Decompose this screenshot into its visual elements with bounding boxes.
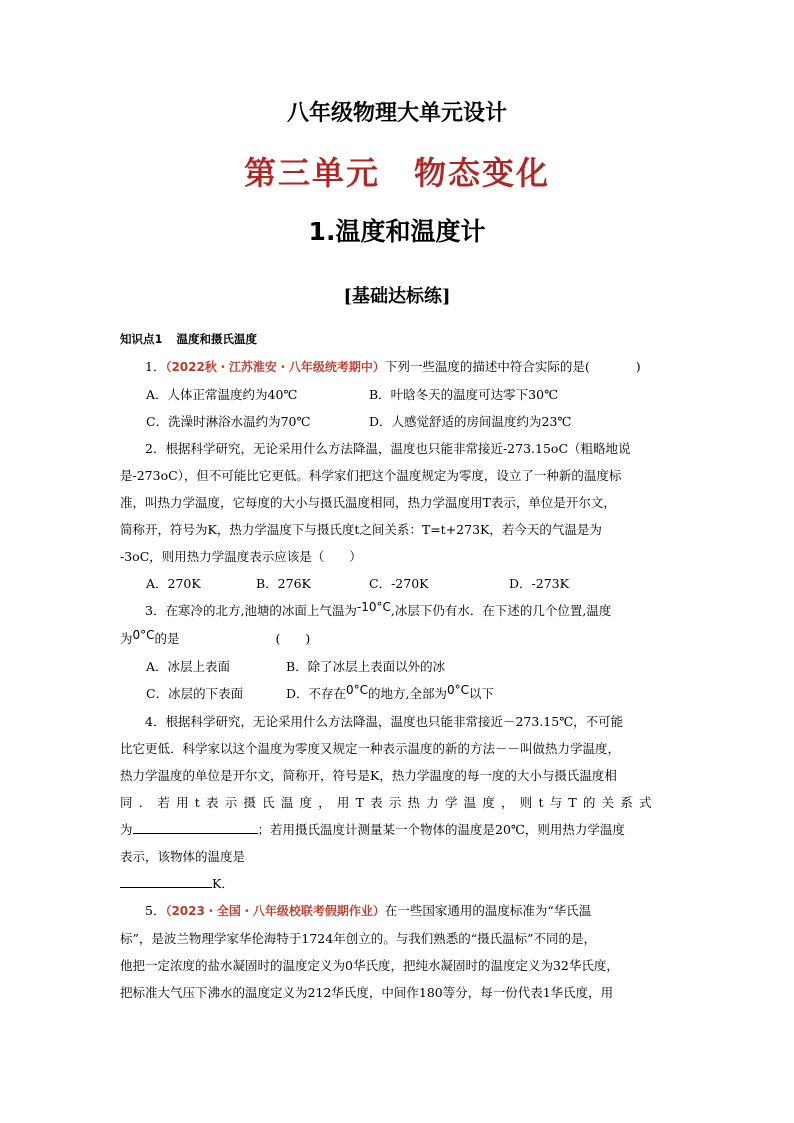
answer-blank-kelvin[interactable] [120, 873, 212, 888]
question-5-source: （2023・全国・八年级校联考假期作业） [165, 904, 385, 918]
question-5-line-1 [120, 897, 676, 925]
question-3-line-1 [120, 597, 676, 625]
question-4-text: ；若用摄氏温度计测量某一个物体的温度是20℃，则用热力学温度 [257, 822, 625, 837]
question-4-text: 为 [120, 822, 133, 837]
question-2-options-row [120, 570, 676, 597]
question-3-options-row-1 [120, 653, 676, 680]
question-2-line: -3oC，则用热力学温度表示应该是（ ） [120, 549, 362, 564]
question-4-line-5 [120, 816, 676, 843]
option-d-text: D．不存在 [286, 686, 347, 701]
question-5-line: 把标准大气压下沸水的温度定义为212华氏度，中间作180等分，每一份代表1华氏度，用 [120, 985, 614, 1000]
question-2-line: 准，叫热力学温度，它每度的大小与摄氏温度相同，热力学温度用T表示，单位是开尔文， [120, 495, 616, 510]
question-1-source: （2022秋・江苏淮安・八年级统考期中） [165, 360, 385, 374]
temperature-zero: 0°C [346, 683, 369, 697]
document-main-title: 八年级物理大单元设计 [286, 101, 507, 126]
question-4-line-7 [120, 870, 676, 897]
temperature-zero: 0°C [132, 628, 155, 642]
question-3-text: 为 [120, 631, 133, 646]
question-3-option-d[interactable] [286, 680, 494, 708]
question-2-option-d[interactable]: D．-273K [509, 576, 569, 591]
question-2-option-a[interactable]: A．270K [146, 576, 201, 591]
option-d-text: 以下 [469, 686, 495, 701]
question-2-line: 简称开，符号为K，热力学温度下与摄氏度t之间关系：T=t+273K，若今天的气温是为 [120, 522, 602, 537]
temperature-zero: 0°C [447, 683, 470, 697]
question-2-option-b[interactable]: B．276K [256, 576, 311, 591]
answer-blank-formula[interactable] [133, 819, 258, 834]
question-1-options-row-1 [120, 381, 676, 408]
question-1-option-d[interactable]: D．人感觉舒适的房间温度约为23℃ [369, 414, 572, 429]
unit-number: 第三单元 [243, 154, 380, 192]
question-4-line: 表示，该物体的温度是 [120, 849, 246, 864]
knowledge-point-heading [120, 326, 676, 353]
question-1-option-a[interactable]: A．人体正常温度约为40℃ [146, 387, 298, 402]
lesson-title: 1.温度和温度计 [308, 217, 486, 246]
exercise-level-title: [基础达标练] [343, 286, 451, 307]
question-2-line: 是-273oC），但不可能比它更低。科学家们把这个温度规定为零度，设立了一种新的温度标 [120, 468, 622, 483]
question-3-paren: ( ) [275, 631, 311, 646]
question-5-number: 5． [145, 903, 166, 918]
unit-topic: 物态变化 [414, 154, 551, 192]
question-3-text: ,冰层下仍有水．在下述的几个位置,温度 [390, 603, 612, 618]
question-1-paren-close: ) [635, 359, 641, 374]
question-1-option-c[interactable]: C．洗澡时淋浴水温约为70℃ [146, 414, 311, 429]
question-5-text: 在一些国家通用的温度标准为“华氏温 [384, 903, 592, 918]
question-3-option-b[interactable]: B．除了冰层上表面以外的冰 [286, 659, 446, 674]
exercise-content [120, 326, 676, 1006]
question-4-text: K． [212, 876, 234, 891]
unit-title [0, 148, 794, 194]
question-3-text: 3．在寒冷的北方,池塘的冰面上气温为 [145, 603, 357, 618]
question-1-options-row-2 [120, 408, 676, 435]
question-1-option-b[interactable]: B．叶晗冬天的温度可达零下30℃ [369, 387, 559, 402]
question-3-option-a[interactable]: A．冰层上表面 [146, 659, 231, 674]
question-4-line: 同．若用t表示摄氏温度，用T表示热力学温度，则t与T的关系式 [120, 795, 658, 810]
question-3-options-row-2 [120, 680, 676, 708]
question-1-text: 下列一些温度的描述中符合实际的是( [384, 359, 590, 374]
option-d-text: 的地方,全部为 [368, 686, 448, 701]
question-3-option-c[interactable]: C．冰层的下表面 [146, 686, 244, 701]
question-5-line: 标”，是波兰物理学家华伦海特于1724年创立的。与我们熟悉的“摄氏温标”不同的是， [120, 931, 596, 946]
question-3-text: 的是 [154, 631, 180, 646]
question-1-stem [120, 353, 676, 381]
question-4-line: 4．根据科学研究，无论采用什么方法降温，温度也只能非常接近－273.15℃，不可能 [145, 714, 624, 729]
question-3-line-2 [120, 625, 676, 653]
temperature-neg10: -10°C [356, 600, 391, 614]
question-4-line: 热力学温度的单位是开尔文，简称开，符号是K，热力学温度的每一度的大小与摄氏温度相 [120, 768, 617, 783]
question-1-number: 1． [145, 359, 166, 374]
knowledge-point-label: 知识点1 [120, 332, 163, 346]
question-4-line: 比它更低．科学家以这个温度为零度又规定一种表示温度的新的方法－－叫做热力学温度， [120, 741, 621, 756]
question-5-line: 他把一定浓度的盐水凝固时的温度定义为0华氏度，把纯水凝固时的温度定义为32华氏度， [120, 958, 619, 973]
question-2-option-c[interactable]: C．-270K [369, 576, 429, 591]
question-2-line: 2．根据科学研究，无论采用什么方法降温，温度也只能非常接近-273.15oC（粗略地说 [145, 441, 631, 456]
knowledge-point-title: 温度和摄氏温度 [176, 332, 258, 346]
